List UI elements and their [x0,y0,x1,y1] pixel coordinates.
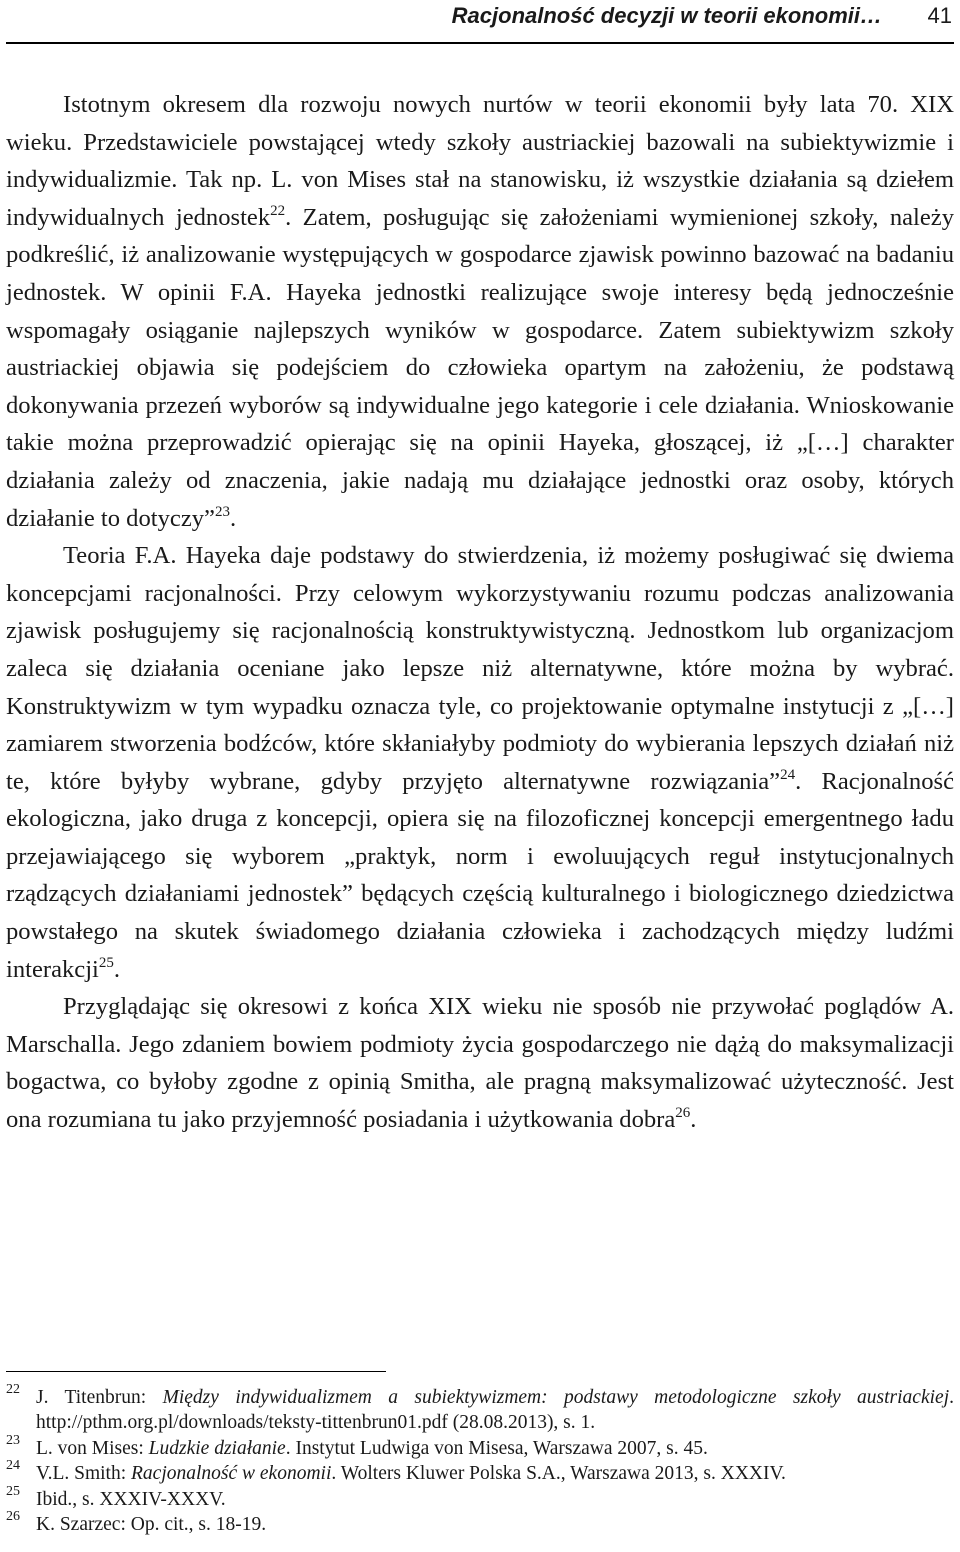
paragraph-text: . [229,504,237,532]
footnote-ref-26: 26 [675,1105,691,1122]
footnote-number: 26 [6,1509,20,1525]
running-title: Racjonalność decyzji w teorii ekonomii… [451,3,882,28]
footnote-26 [6,1509,954,1537]
footnote-number: 23 [6,1432,20,1448]
paragraph-2 [6,537,954,988]
footnote-ref-24: 24 [780,766,796,783]
paragraph-3 [6,988,954,1138]
footnote-ref-22: 22 [270,202,286,219]
paragraph-text: . Racjonalność ekologiczna, jako druga z koncepcji, opiera się na filozoficznej koncepcji emergentnego ładu przejawiającego się wyborem „praktyk, norm i ewoluujących reguł instytucjonalnych rządzących działaniami jednostek” będących częścią kulturalnego i biologicznego dziedzictwa powstałego na skutek świadomego działania człowieka i zachodzących między ludźmi interakcji [6,767,954,983]
footnote-separator [6,1371,386,1372]
paragraph-text: . [113,955,121,983]
footnote-25 [6,1483,954,1512]
page-number: 41 [927,3,952,28]
footnote-text: K. Szarzec: Op. cit., s. 18-19. [36,1514,267,1536]
footnote-source: . http://pthm.org.pl/downloads/teksty-tittenbrun01.pdf (28.08.2013), s. 1. [36,1387,954,1434]
main-text [6,86,954,1139]
footnote-title: Ludzkie działanie [148,1437,286,1459]
footnote-source: . Wolters Kluwer Polska S.A., Warszawa 2013, s. XXXIV. [331,1463,786,1485]
header-rule [6,42,954,44]
paragraph-text: Teoria F.A. Hayeka daje podstawy do stwierdzenia, iż możemy posługiwać się dwiema koncepcjami racjonalności. Przy celowym wykorzystywaniu rozumu podczas analizowania zjawisk posługujemy się racjonalnością konstruktywistyczną. Jednostkom lub organizacjom zaleca się działania oceniane jako lepsze niż alternatywne, które można by wybrać. Konstruktywizm w tym wypadku oznacza tyle, co projektowanie optymalne instytucji z „[…] zamiarem stworzenia bodźców, które skłaniałyby podmioty do wybierania lepszych działań niż te, które byłyby wybrane, gdyby przyjęto alternatywne rozwiązania” [6,542,954,795]
footnote-23 [6,1432,954,1461]
footnote-author: J. Titenbrun: [36,1387,163,1408]
footnote-text: Ibid., s. XXXIV-XXXV. [36,1488,226,1510]
footnote-text [36,1461,954,1486]
footnote-22 [6,1382,954,1436]
footnote-text [36,1385,954,1436]
paragraph-text: Przyglądając się okresowi z końca XIX wieku nie sposób nie przywołać poglądów A. Marschalla. Jego zdaniem bowiem podmioty życia gospodarczego nie dążą do maksymalizacji bogactwa, co byłoby zgodne z opinią Smitha, ale pragną maksymalizować użyteczność. Jest ona rozumiana tu jako przyjemność posiadania i użytkowania dobra [6,993,954,1134]
footnote-source: . Instytut Ludwiga von Misesa, Warszawa 2007, s. 45. [285,1437,708,1459]
footnote-author: V.L. Smith: [36,1463,131,1485]
footnote-number: 24 [6,1458,20,1474]
footnote-number: 25 [6,1483,20,1499]
footnote-title: Racjonalność w ekonomii [131,1463,332,1485]
paragraph-text: . [690,1106,697,1134]
footnote-ref-23: 23 [214,503,230,520]
footnotes [6,1382,954,1537]
paragraph-text: . Zatem, posługując się założeniami wymienionej szkoły, należy podkreślić, iż analizowanie występujących w gospodarce zjawisk powinno bazować na badaniu jednostek. W opinii F.A. Hayeka jednostki realizujące swoje interesy będą jednocześnie wspomagały osiąganie najlepszych wyników w gospodarce. Zatem subiektywizm szkoły austriackiej objawia się podejściem do człowieka opartym na założeniu, że podstawą dokonywania przezeń wyborów są indywidualne jego kategorie i cele działania. Wnioskowanie takie można przeprowadzić opierając się na opinii Hayeka, głoszącej, iż „[…] charakter działania zależy od znaczenia, jakie nadają mu działające jednostki oraz osoby, których działanie to dotyczy” [6,203,955,532]
paragraph-1 [6,86,954,537]
footnote-ref-25: 25 [98,954,114,971]
footnote-author: L. von Mises: [36,1437,149,1459]
running-header [0,0,960,44]
footnote-number: 22 [6,1382,20,1397]
paragraph-text: Istotnym okresem dla rozwoju nowych nurtów w teorii ekonomii były lata 70. XIX wieku. Przedstawiciele powstającej wtedy szkoły austriackiej bazowali na subiektywizmie i indywidualizmie. Tak np. L. von Mises stał na stanowisku, iż wszystkie działania są dziełem indywidualnych jednostek [6,91,954,231]
footnote-title: Między indywidualizmem a subiektywizmem: podstawy metodologiczne szkoły austriackiej [162,1387,950,1408]
footnote-text [36,1436,954,1461]
footnote-24 [6,1458,954,1486]
